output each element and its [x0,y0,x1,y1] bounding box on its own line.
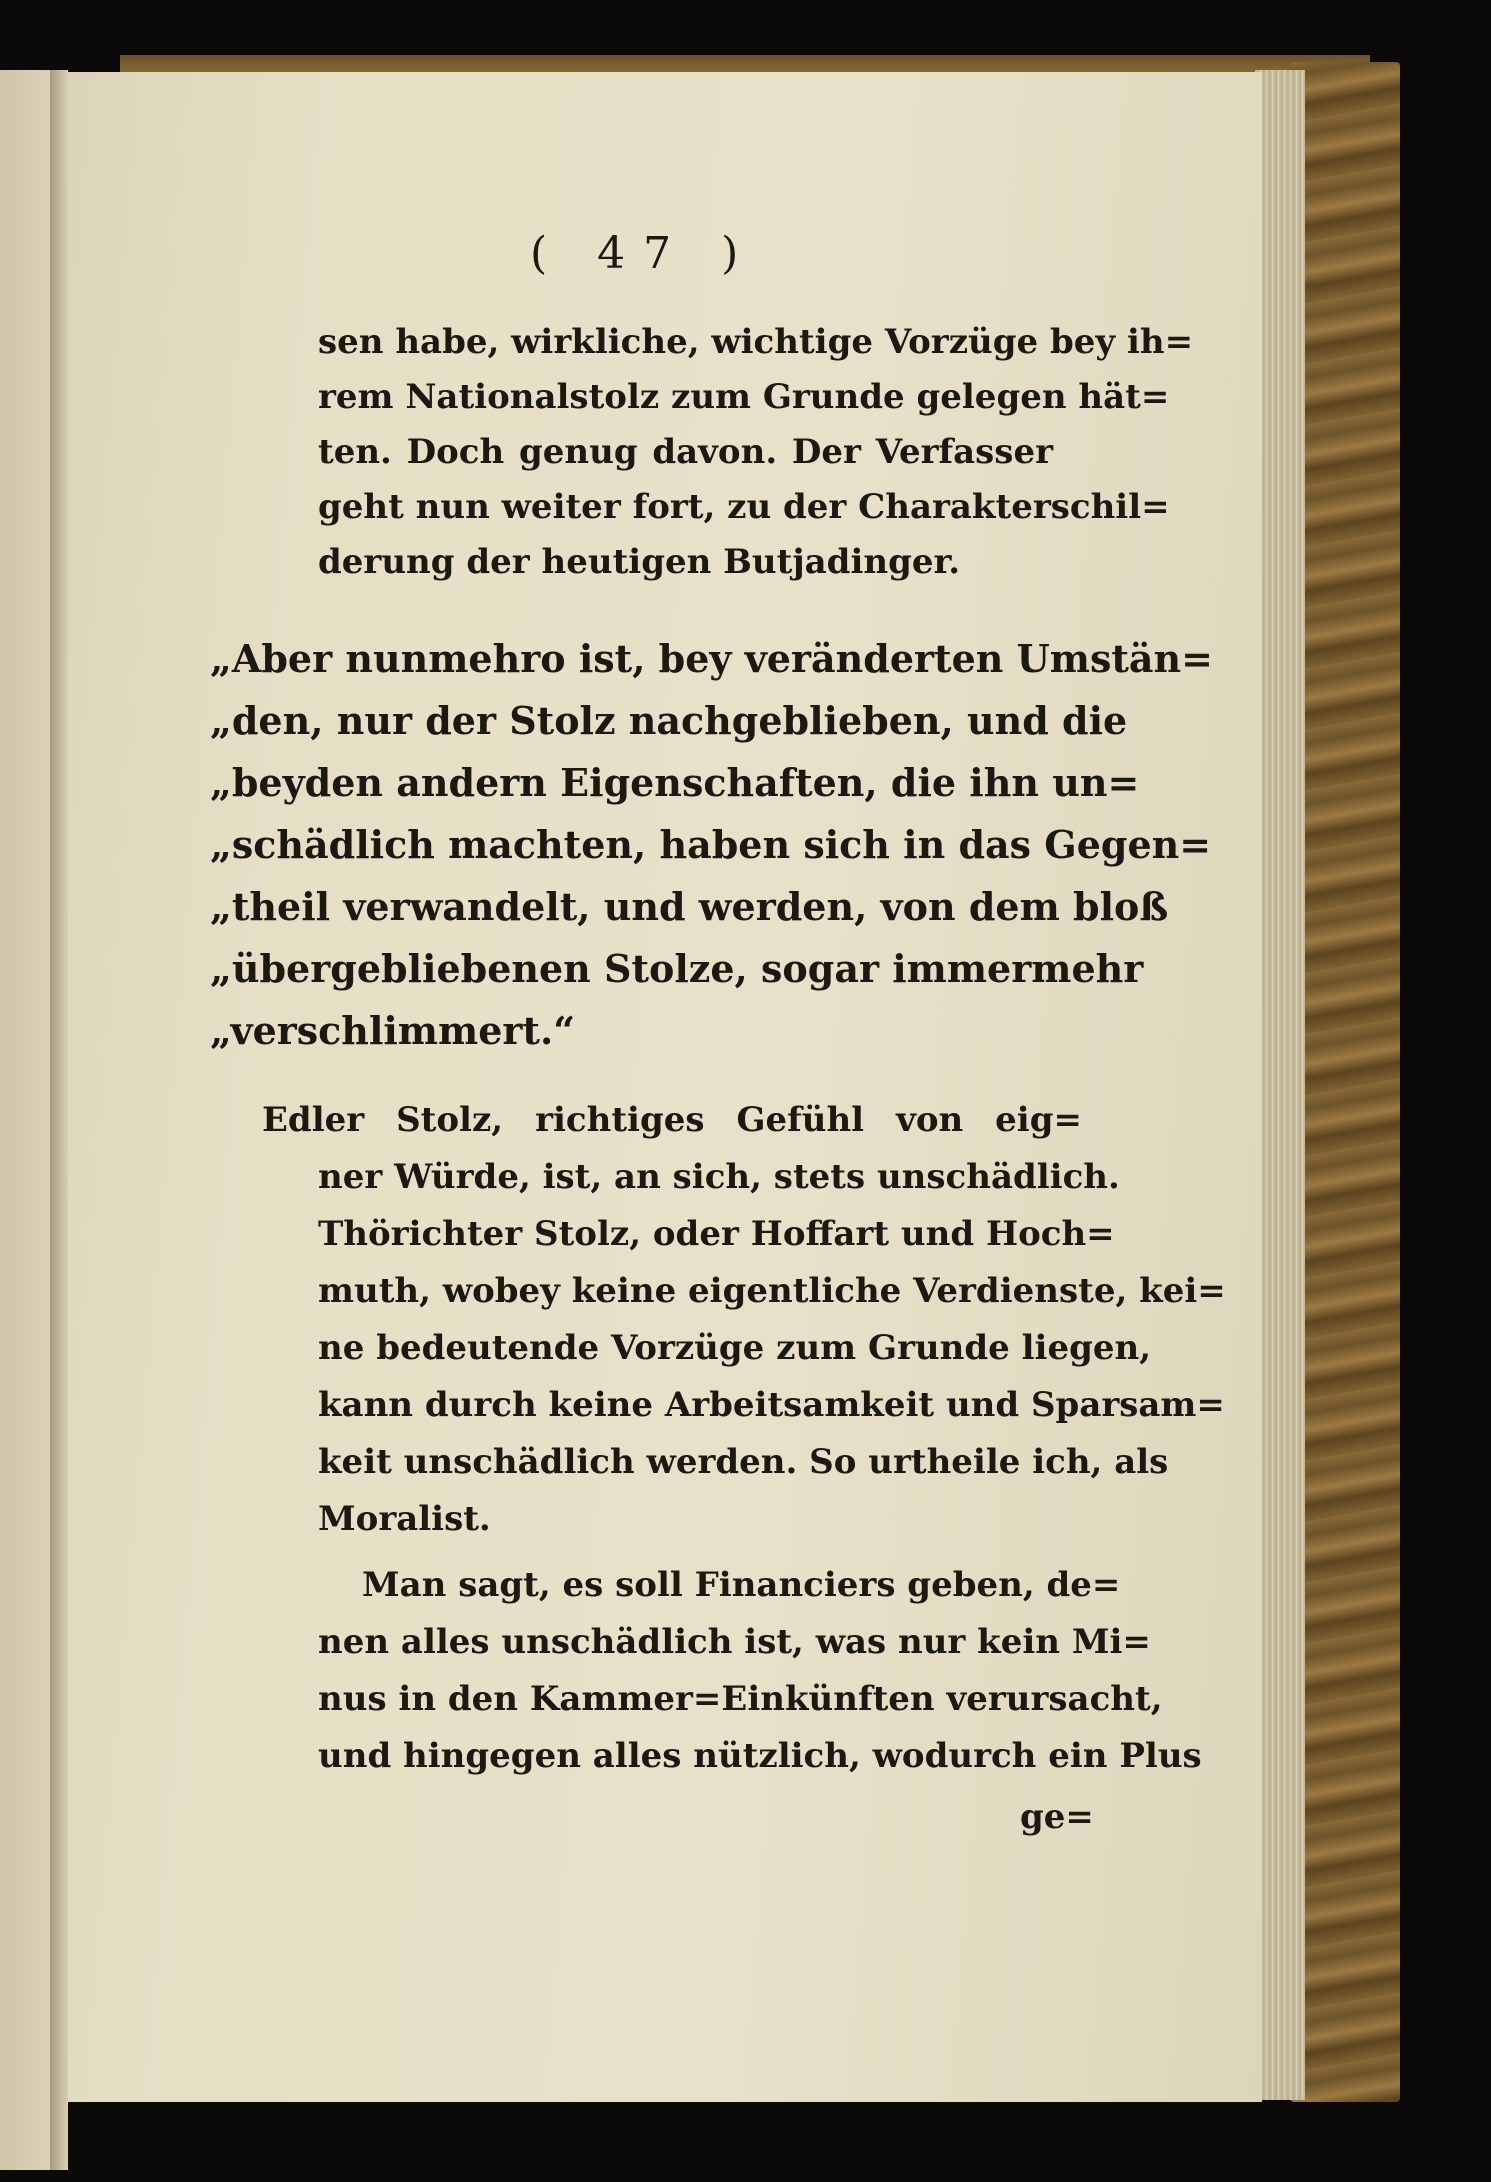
page-edges [1255,70,1305,2100]
paragraph4-line: Man sagt, es soll Financiers geben, de= [362,1565,1121,1605]
paragraph2-line: „den, nur der Stolz nachgeblieben, und die [210,698,1128,743]
paragraph3-line: Edler Stolz, richtiges Gefühl von eig= [262,1100,1082,1140]
paragraph1-line: rem Nationalstolz zum Grunde gelegen hät= [318,377,1170,417]
paragraph2-line: „verschlimmert.“ [210,1008,576,1053]
paragraph1-line: ten. Doch genug davon. Der Verfasser [318,432,1053,472]
paragraph3-line: Moralist. [318,1499,491,1539]
paragraph3-line: muth, wobey keine eigentliche Verdienste, kei= [318,1271,1226,1311]
paragraph3-line: Thörichter Stolz, oder Hoffart und Hoch= [318,1214,1115,1254]
page-number: ( 47 ) [530,228,757,279]
paragraph3-line: kann durch keine Arbeitsamkeit und Sparsam= [318,1385,1225,1425]
paragraph4-line: nus in den Kammer=Einkünften verursacht, [318,1679,1163,1719]
book-cover-right [1290,62,1400,2102]
paragraph2-line: „Aber nunmehro ist, bey veränderten Umstän= [210,636,1213,681]
paragraph3-line: keit unschädlich werden. So urtheile ich, als [318,1442,1169,1482]
page-gutter [50,70,68,2170]
paragraph1-line: geht nun weiter fort, zu der Charakterschil= [318,487,1170,527]
paragraph3-line: ne bedeutende Vorzüge zum Grunde liegen, [318,1328,1152,1368]
paragraph2-line: „schädlich machten, haben sich in das Gegen= [210,822,1212,867]
paragraph2-line: „theil verwandelt, und werden, von dem bloß [210,884,1169,929]
paragraph4-line: und hingegen alles nützlich, wodurch ein Plus [318,1736,1202,1776]
paragraph1-line: sen habe, wirkliche, wichtige Vorzüge bey ih= [318,322,1194,362]
paragraph4-line: nen alles unschädlich ist, was nur kein Mi= [318,1622,1151,1662]
paragraph3-line: ner Würde, ist, an sich, stets unschädlich. [318,1157,1120,1197]
catchword: ge= [1020,1797,1094,1837]
paragraph1-line: derung der heutigen Butjadinger. [318,542,961,582]
paragraph2-line: „übergebliebenen Stolze, sogar immermehr [210,946,1144,991]
paragraph2-line: „beyden andern Eigenschaften, die ihn un= [210,760,1140,805]
